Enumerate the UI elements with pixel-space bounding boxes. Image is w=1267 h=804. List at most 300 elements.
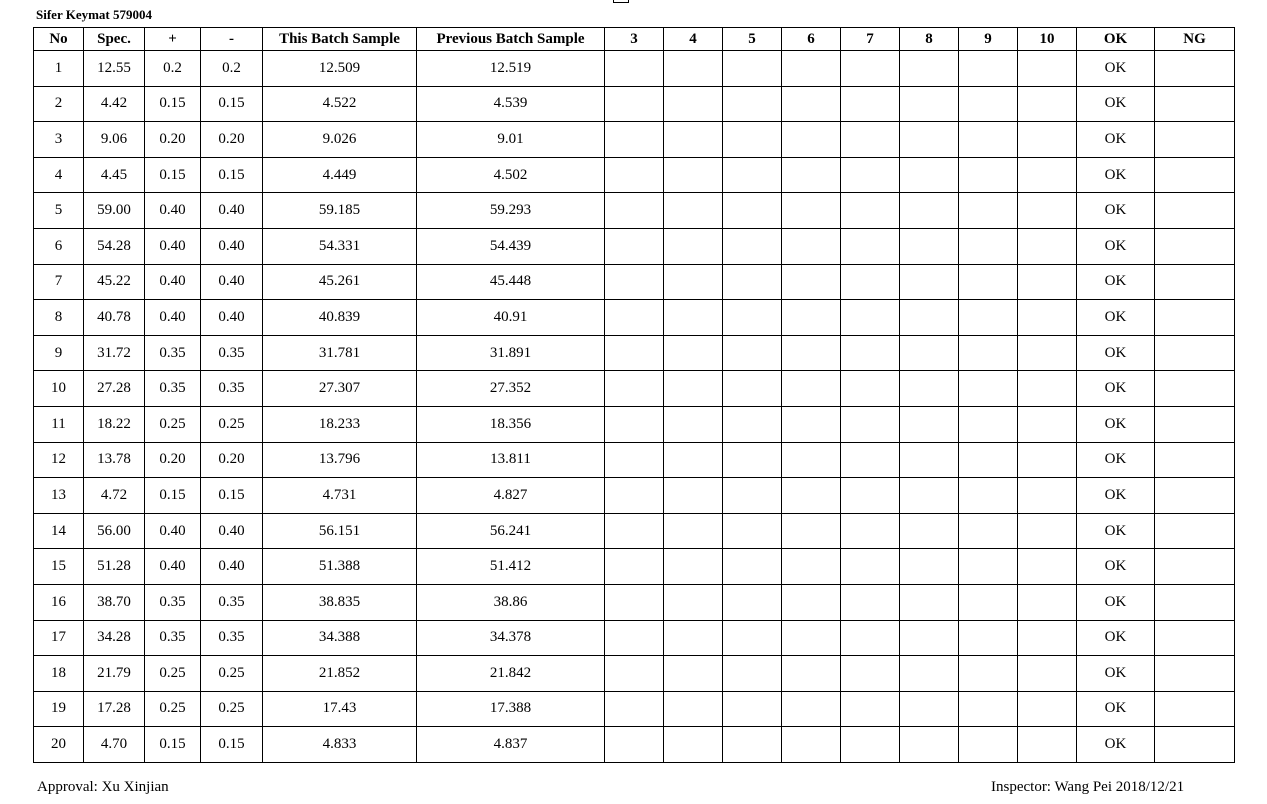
table-cell-col-this-batch: 21.852 xyxy=(263,656,417,692)
header-col-previous-batch: Previous Batch Sample xyxy=(417,28,605,51)
table-row xyxy=(34,442,1235,478)
table-cell-col-spec: 27.28 xyxy=(84,371,145,407)
table-cell-col-6 xyxy=(782,122,841,158)
table-cell-col-this-batch: 34.388 xyxy=(263,620,417,656)
table-cell-col-3 xyxy=(605,656,664,692)
table-cell-col-7 xyxy=(841,300,900,336)
table-cell-col-6 xyxy=(782,727,841,763)
table-header-row xyxy=(34,28,1235,51)
table-cell-col-minus-tolerance: 0.35 xyxy=(201,371,263,407)
table-cell-col-plus-tolerance: 0.2 xyxy=(145,51,201,87)
table-cell-col-previous-batch: 21.842 xyxy=(417,656,605,692)
table-cell-col-plus-tolerance: 0.40 xyxy=(145,549,201,585)
table-cell-col-no: 17 xyxy=(34,620,84,656)
table-cell-col-plus-tolerance: 0.35 xyxy=(145,584,201,620)
table-cell-col-plus-tolerance: 0.35 xyxy=(145,371,201,407)
table-cell-col-minus-tolerance: 0.15 xyxy=(201,727,263,763)
table-cell-col-5 xyxy=(723,584,782,620)
table-cell-col-8 xyxy=(900,122,959,158)
table-cell-col-spec: 18.22 xyxy=(84,406,145,442)
table-cell-col-no: 18 xyxy=(34,656,84,692)
table-cell-col-5 xyxy=(723,549,782,585)
table-cell-col-no: 1 xyxy=(34,51,84,87)
table-cell-col-no: 8 xyxy=(34,300,84,336)
table-row xyxy=(34,478,1235,514)
table-cell-col-minus-tolerance: 0.40 xyxy=(201,193,263,229)
table-cell-col-7 xyxy=(841,122,900,158)
table-cell-col-ok: OK xyxy=(1077,442,1155,478)
header-col-ng: NG xyxy=(1155,28,1235,51)
table-cell-col-this-batch: 4.731 xyxy=(263,478,417,514)
table-cell-col-6 xyxy=(782,193,841,229)
table-cell-col-plus-tolerance: 0.20 xyxy=(145,442,201,478)
table-cell-col-10 xyxy=(1018,442,1077,478)
inspection-table xyxy=(33,27,1235,763)
table-cell-col-plus-tolerance: 0.40 xyxy=(145,513,201,549)
table-cell-col-7 xyxy=(841,620,900,656)
header-col-ok: OK xyxy=(1077,28,1155,51)
table-cell-col-8 xyxy=(900,228,959,264)
table-row xyxy=(34,691,1235,727)
table-cell-col-10 xyxy=(1018,264,1077,300)
table-cell-col-8 xyxy=(900,727,959,763)
table-cell-col-ng xyxy=(1155,513,1235,549)
table-cell-col-ok: OK xyxy=(1077,406,1155,442)
table-cell-col-5 xyxy=(723,86,782,122)
table-cell-col-4 xyxy=(664,264,723,300)
table-cell-col-4 xyxy=(664,620,723,656)
table-row xyxy=(34,406,1235,442)
table-cell-col-no: 3 xyxy=(34,122,84,158)
table-cell-col-10 xyxy=(1018,620,1077,656)
table-cell-col-plus-tolerance: 0.15 xyxy=(145,157,201,193)
table-cell-col-previous-batch: 40.91 xyxy=(417,300,605,336)
table-cell-col-ok: OK xyxy=(1077,513,1155,549)
table-cell-col-previous-batch: 34.378 xyxy=(417,620,605,656)
table-cell-col-3 xyxy=(605,51,664,87)
table-cell-col-minus-tolerance: 0.40 xyxy=(201,228,263,264)
table-cell-col-minus-tolerance: 0.20 xyxy=(201,122,263,158)
header-col-6: 6 xyxy=(782,28,841,51)
table-cell-col-8 xyxy=(900,691,959,727)
table-cell-col-ng xyxy=(1155,620,1235,656)
table-cell-col-previous-batch: 4.837 xyxy=(417,727,605,763)
table-cell-col-6 xyxy=(782,442,841,478)
table-cell-col-5 xyxy=(723,335,782,371)
table-cell-col-9 xyxy=(959,193,1018,229)
table-cell-col-9 xyxy=(959,157,1018,193)
table-cell-col-plus-tolerance: 0.40 xyxy=(145,264,201,300)
table-cell-col-ok: OK xyxy=(1077,335,1155,371)
table-cell-col-this-batch: 4.522 xyxy=(263,86,417,122)
table-cell-col-7 xyxy=(841,228,900,264)
table-cell-col-4 xyxy=(664,513,723,549)
table-cell-col-no: 14 xyxy=(34,513,84,549)
header-col-7: 7 xyxy=(841,28,900,51)
table-cell-col-8 xyxy=(900,620,959,656)
table-cell-col-4 xyxy=(664,86,723,122)
table-cell-col-3 xyxy=(605,157,664,193)
table-cell-col-4 xyxy=(664,584,723,620)
table-cell-col-6 xyxy=(782,371,841,407)
table-cell-col-no: 7 xyxy=(34,264,84,300)
table-cell-col-4 xyxy=(664,691,723,727)
table-cell-col-7 xyxy=(841,86,900,122)
table-cell-col-3 xyxy=(605,549,664,585)
table-cell-col-no: 2 xyxy=(34,86,84,122)
table-cell-col-9 xyxy=(959,264,1018,300)
table-cell-col-4 xyxy=(664,228,723,264)
table-cell-col-this-batch: 45.261 xyxy=(263,264,417,300)
header-col-this-batch: This Batch Sample xyxy=(263,28,417,51)
table-row xyxy=(34,335,1235,371)
table-cell-col-10 xyxy=(1018,478,1077,514)
table-cell-col-5 xyxy=(723,727,782,763)
table-cell-col-plus-tolerance: 0.25 xyxy=(145,656,201,692)
table-cell-col-8 xyxy=(900,157,959,193)
table-cell-col-ok: OK xyxy=(1077,620,1155,656)
table-cell-col-ng xyxy=(1155,727,1235,763)
table-row xyxy=(34,300,1235,336)
header-col-4: 4 xyxy=(664,28,723,51)
table-cell-col-spec: 21.79 xyxy=(84,656,145,692)
table-cell-col-spec: 56.00 xyxy=(84,513,145,549)
header-col-8: 8 xyxy=(900,28,959,51)
table-cell-col-8 xyxy=(900,264,959,300)
table-cell-col-3 xyxy=(605,478,664,514)
table-cell-col-this-batch: 38.835 xyxy=(263,584,417,620)
table-cell-col-minus-tolerance: 0.40 xyxy=(201,300,263,336)
table-cell-col-spec: 51.28 xyxy=(84,549,145,585)
table-cell-col-9 xyxy=(959,513,1018,549)
table-row xyxy=(34,228,1235,264)
table-cell-col-3 xyxy=(605,300,664,336)
table-cell-col-minus-tolerance: 0.40 xyxy=(201,549,263,585)
table-cell-col-no: 10 xyxy=(34,371,84,407)
table-cell-col-ng xyxy=(1155,193,1235,229)
table-cell-col-previous-batch: 9.01 xyxy=(417,122,605,158)
table-cell-col-plus-tolerance: 0.35 xyxy=(145,620,201,656)
table-cell-col-7 xyxy=(841,157,900,193)
table-cell-col-10 xyxy=(1018,157,1077,193)
table-cell-col-this-batch: 9.026 xyxy=(263,122,417,158)
table-cell-col-5 xyxy=(723,122,782,158)
table-cell-col-8 xyxy=(900,193,959,229)
table-cell-col-10 xyxy=(1018,406,1077,442)
table-cell-col-3 xyxy=(605,620,664,656)
table-cell-col-3 xyxy=(605,727,664,763)
table-cell-col-10 xyxy=(1018,51,1077,87)
table-cell-col-3 xyxy=(605,406,664,442)
table-cell-col-6 xyxy=(782,478,841,514)
table-cell-col-4 xyxy=(664,335,723,371)
table-cell-col-minus-tolerance: 0.25 xyxy=(201,406,263,442)
table-cell-col-3 xyxy=(605,691,664,727)
table-cell-col-8 xyxy=(900,584,959,620)
table-cell-col-7 xyxy=(841,264,900,300)
table-cell-col-ng xyxy=(1155,300,1235,336)
header-col-9: 9 xyxy=(959,28,1018,51)
table-cell-col-9 xyxy=(959,549,1018,585)
table-cell-col-7 xyxy=(841,193,900,229)
header-col-spec: Spec. xyxy=(84,28,145,51)
table-cell-col-ok: OK xyxy=(1077,157,1155,193)
table-cell-col-4 xyxy=(664,478,723,514)
table-cell-col-5 xyxy=(723,478,782,514)
table-cell-col-previous-batch: 54.439 xyxy=(417,228,605,264)
table-cell-col-no: 4 xyxy=(34,157,84,193)
table-cell-col-previous-batch: 4.502 xyxy=(417,157,605,193)
table-cell-col-10 xyxy=(1018,549,1077,585)
table-cell-col-8 xyxy=(900,656,959,692)
table-cell-col-7 xyxy=(841,691,900,727)
table-row xyxy=(34,86,1235,122)
table-cell-col-3 xyxy=(605,193,664,229)
table-cell-col-10 xyxy=(1018,656,1077,692)
table-cell-col-7 xyxy=(841,584,900,620)
table-cell-col-ok: OK xyxy=(1077,193,1155,229)
table-cell-col-7 xyxy=(841,406,900,442)
table-cell-col-ok: OK xyxy=(1077,122,1155,158)
table-cell-col-this-batch: 4.449 xyxy=(263,157,417,193)
table-cell-col-spec: 4.70 xyxy=(84,727,145,763)
table-cell-col-spec: 31.72 xyxy=(84,335,145,371)
table-cell-col-6 xyxy=(782,406,841,442)
table-cell-col-minus-tolerance: 0.20 xyxy=(201,442,263,478)
table-cell-col-plus-tolerance: 0.15 xyxy=(145,727,201,763)
table-cell-col-previous-batch: 51.412 xyxy=(417,549,605,585)
table-row xyxy=(34,656,1235,692)
table-row xyxy=(34,193,1235,229)
table-cell-col-ng xyxy=(1155,442,1235,478)
table-cell-col-ng xyxy=(1155,86,1235,122)
table-cell-col-5 xyxy=(723,300,782,336)
document-title: Sifer Keymat 579004 xyxy=(36,7,153,22)
table-cell-col-10 xyxy=(1018,193,1077,229)
table-cell-col-5 xyxy=(723,442,782,478)
table-cell-col-this-batch: 27.307 xyxy=(263,371,417,407)
table-cell-col-4 xyxy=(664,193,723,229)
table-cell-col-4 xyxy=(664,656,723,692)
table-cell-col-9 xyxy=(959,122,1018,158)
table-cell-col-plus-tolerance: 0.25 xyxy=(145,406,201,442)
approval-signature: Approval: Xu Xinjian xyxy=(37,779,169,795)
table-cell-col-spec: 34.28 xyxy=(84,620,145,656)
table-cell-col-previous-batch: 4.827 xyxy=(417,478,605,514)
table-cell-col-spec: 9.06 xyxy=(84,122,145,158)
table-cell-col-this-batch: 40.839 xyxy=(263,300,417,336)
table-cell-col-5 xyxy=(723,620,782,656)
table-cell-col-4 xyxy=(664,727,723,763)
table-row xyxy=(34,584,1235,620)
table-cell-col-9 xyxy=(959,300,1018,336)
table-cell-col-previous-batch: 17.388 xyxy=(417,691,605,727)
table-cell-col-no: 13 xyxy=(34,478,84,514)
table-cell-col-plus-tolerance: 0.25 xyxy=(145,691,201,727)
table-cell-col-previous-batch: 4.539 xyxy=(417,86,605,122)
table-cell-col-spec: 45.22 xyxy=(84,264,145,300)
table-cell-col-4 xyxy=(664,122,723,158)
table-cell-col-minus-tolerance: 0.15 xyxy=(201,86,263,122)
table-cell-col-ng xyxy=(1155,691,1235,727)
table-cell-col-7 xyxy=(841,656,900,692)
table-cell-col-previous-batch: 38.86 xyxy=(417,584,605,620)
table-cell-col-ok: OK xyxy=(1077,727,1155,763)
table-cell-col-plus-tolerance: 0.15 xyxy=(145,86,201,122)
table-cell-col-8 xyxy=(900,371,959,407)
table-cell-col-minus-tolerance: 0.35 xyxy=(201,584,263,620)
table-cell-col-no: 6 xyxy=(34,228,84,264)
table-cell-col-3 xyxy=(605,584,664,620)
table-cell-col-5 xyxy=(723,193,782,229)
table-cell-col-5 xyxy=(723,157,782,193)
table-cell-col-ok: OK xyxy=(1077,228,1155,264)
table-cell-col-minus-tolerance: 0.15 xyxy=(201,157,263,193)
table-cell-col-ng xyxy=(1155,549,1235,585)
table-cell-col-8 xyxy=(900,335,959,371)
table-cell-col-ng xyxy=(1155,371,1235,407)
table-cell-col-6 xyxy=(782,51,841,87)
header-col-minus-tolerance: - xyxy=(201,28,263,51)
header-col-5: 5 xyxy=(723,28,782,51)
table-cell-col-previous-batch: 56.241 xyxy=(417,513,605,549)
table-cell-col-10 xyxy=(1018,335,1077,371)
table-cell-col-no: 15 xyxy=(34,549,84,585)
table-row xyxy=(34,264,1235,300)
table-row xyxy=(34,727,1235,763)
table-cell-col-8 xyxy=(900,51,959,87)
table-cell-col-4 xyxy=(664,300,723,336)
table-cell-col-6 xyxy=(782,300,841,336)
table-cell-col-ng xyxy=(1155,122,1235,158)
page-top-mark xyxy=(613,0,629,3)
table-cell-col-5 xyxy=(723,264,782,300)
table-cell-col-no: 9 xyxy=(34,335,84,371)
table-cell-col-7 xyxy=(841,335,900,371)
table-cell-col-ng xyxy=(1155,51,1235,87)
table-cell-col-minus-tolerance: 0.40 xyxy=(201,264,263,300)
table-cell-col-previous-batch: 59.293 xyxy=(417,193,605,229)
table-row xyxy=(34,122,1235,158)
table-cell-col-3 xyxy=(605,228,664,264)
table-cell-col-7 xyxy=(841,549,900,585)
table-cell-col-plus-tolerance: 0.40 xyxy=(145,228,201,264)
table-cell-col-plus-tolerance: 0.35 xyxy=(145,335,201,371)
table-cell-col-this-batch: 18.233 xyxy=(263,406,417,442)
table-cell-col-this-batch: 59.185 xyxy=(263,193,417,229)
table-cell-col-no: 20 xyxy=(34,727,84,763)
table-cell-col-3 xyxy=(605,335,664,371)
table-cell-col-4 xyxy=(664,51,723,87)
table-cell-col-4 xyxy=(664,549,723,585)
table-cell-col-8 xyxy=(900,442,959,478)
table-cell-col-this-batch: 4.833 xyxy=(263,727,417,763)
table-cell-col-minus-tolerance: 0.15 xyxy=(201,478,263,514)
table-cell-col-9 xyxy=(959,51,1018,87)
table-cell-col-minus-tolerance: 0.40 xyxy=(201,513,263,549)
table-cell-col-4 xyxy=(664,371,723,407)
table-cell-col-this-batch: 12.509 xyxy=(263,51,417,87)
table-row xyxy=(34,51,1235,87)
table-cell-col-10 xyxy=(1018,300,1077,336)
table-cell-col-6 xyxy=(782,157,841,193)
table-cell-col-9 xyxy=(959,442,1018,478)
table-cell-col-spec: 17.28 xyxy=(84,691,145,727)
table-cell-col-previous-batch: 31.891 xyxy=(417,335,605,371)
table-cell-col-plus-tolerance: 0.40 xyxy=(145,300,201,336)
table-cell-col-spec: 40.78 xyxy=(84,300,145,336)
table-cell-col-5 xyxy=(723,656,782,692)
table-cell-col-this-batch: 51.388 xyxy=(263,549,417,585)
table-cell-col-3 xyxy=(605,122,664,158)
table-cell-col-9 xyxy=(959,228,1018,264)
table-cell-col-ng xyxy=(1155,656,1235,692)
table-cell-col-ng xyxy=(1155,584,1235,620)
table-cell-col-10 xyxy=(1018,727,1077,763)
table-cell-col-3 xyxy=(605,86,664,122)
table-cell-col-previous-batch: 12.519 xyxy=(417,51,605,87)
table-cell-col-10 xyxy=(1018,691,1077,727)
table-cell-col-spec: 4.72 xyxy=(84,478,145,514)
table-cell-col-this-batch: 54.331 xyxy=(263,228,417,264)
table-cell-col-minus-tolerance: 0.35 xyxy=(201,335,263,371)
table-cell-col-spec: 59.00 xyxy=(84,193,145,229)
table-cell-col-no: 11 xyxy=(34,406,84,442)
table-cell-col-3 xyxy=(605,513,664,549)
table-cell-col-ng xyxy=(1155,157,1235,193)
table-cell-col-6 xyxy=(782,691,841,727)
table-cell-col-ok: OK xyxy=(1077,86,1155,122)
table-row xyxy=(34,513,1235,549)
table-cell-col-ok: OK xyxy=(1077,691,1155,727)
table-cell-col-ok: OK xyxy=(1077,264,1155,300)
table-cell-col-ok: OK xyxy=(1077,51,1155,87)
table-cell-col-plus-tolerance: 0.40 xyxy=(145,193,201,229)
table-cell-col-8 xyxy=(900,300,959,336)
table-cell-col-8 xyxy=(900,86,959,122)
table-cell-col-7 xyxy=(841,51,900,87)
table-cell-col-4 xyxy=(664,157,723,193)
table-cell-col-5 xyxy=(723,691,782,727)
table-cell-col-3 xyxy=(605,264,664,300)
table-cell-col-5 xyxy=(723,406,782,442)
table-cell-col-6 xyxy=(782,264,841,300)
table-cell-col-6 xyxy=(782,656,841,692)
table-cell-col-7 xyxy=(841,478,900,514)
table-cell-col-8 xyxy=(900,549,959,585)
table-cell-col-5 xyxy=(723,228,782,264)
table-cell-col-no: 16 xyxy=(34,584,84,620)
table-cell-col-ok: OK xyxy=(1077,584,1155,620)
table-cell-col-7 xyxy=(841,727,900,763)
table-row xyxy=(34,371,1235,407)
table-cell-col-5 xyxy=(723,371,782,407)
table-cell-col-9 xyxy=(959,478,1018,514)
table-cell-col-8 xyxy=(900,478,959,514)
table-row xyxy=(34,157,1235,193)
table-cell-col-spec: 54.28 xyxy=(84,228,145,264)
table-cell-col-7 xyxy=(841,513,900,549)
table-cell-col-minus-tolerance: 0.2 xyxy=(201,51,263,87)
inspector-signature: Inspector: Wang Pei 2018/12/21 xyxy=(991,779,1185,795)
table-cell-col-ng xyxy=(1155,228,1235,264)
table-cell-col-minus-tolerance: 0.35 xyxy=(201,620,263,656)
table-cell-col-this-batch: 17.43 xyxy=(263,691,417,727)
table-cell-col-10 xyxy=(1018,122,1077,158)
table-cell-col-4 xyxy=(664,442,723,478)
table-cell-col-6 xyxy=(782,86,841,122)
table-cell-col-plus-tolerance: 0.20 xyxy=(145,122,201,158)
